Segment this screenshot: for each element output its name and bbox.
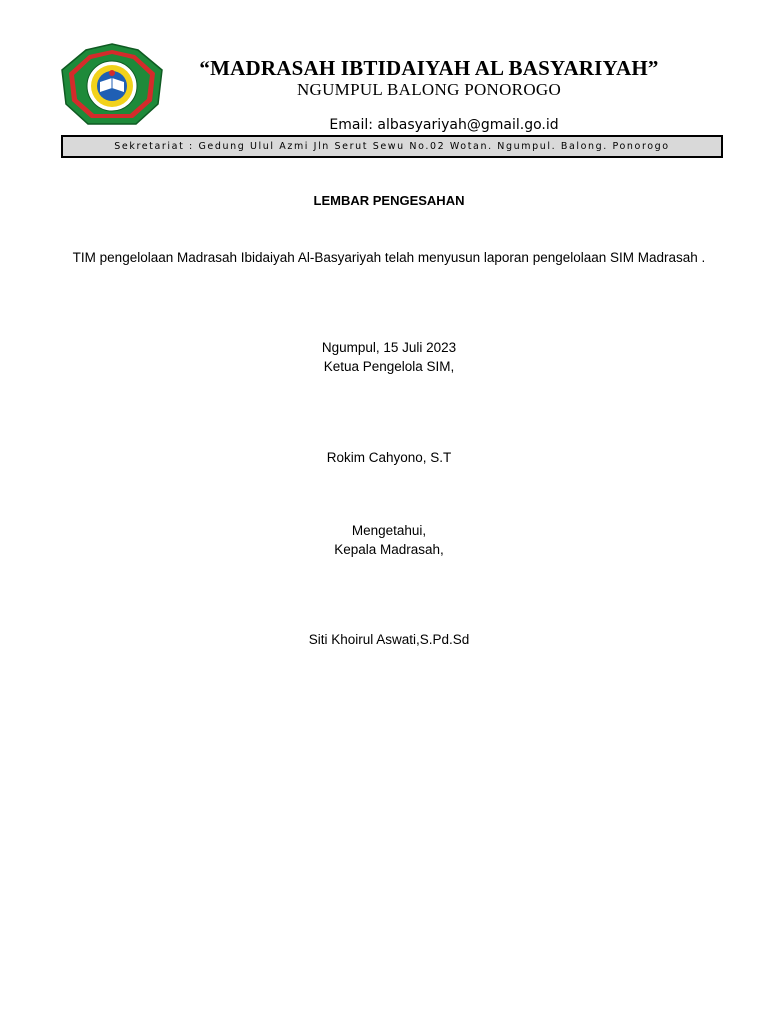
- signatory-name-1: Rokim Cahyono, S.T: [326, 450, 452, 465]
- signatory-role-1: Ketua Pengelola SIM,: [323, 359, 455, 374]
- acknowledgement-label: Mengetahui,: [351, 523, 427, 538]
- place-date: Ngumpul, 15 Juli 2023: [321, 340, 457, 355]
- school-location: NGUMPUL BALONG PONOROGO: [296, 80, 562, 99]
- secretariat-address: Sekretariat : Gedung Ulul Azmi Jln Serut Sewu No.02 Wotan. Ngumpul. Balong. Ponorogo: [114, 141, 670, 152]
- secretariat-banner: [61, 135, 723, 158]
- school-name: “MADRASAH IBTIDAIYAH AL BASYARIYAH”: [199, 56, 659, 80]
- school-logo: [58, 42, 166, 128]
- statement-paragraph: TIM pengelolaan Madrasah Ibidaiyah Al-Basyariyah telah menyusun laporan pengelolaan SIM Madrasah .: [72, 250, 706, 265]
- signatory-name-2: Siti Khoirul Aswati,S.Pd.Sd: [308, 632, 470, 647]
- school-email: Email: albasyariyah@gmail.go.id: [329, 117, 559, 133]
- document-title: LEMBAR PENGESAHAN: [313, 193, 465, 208]
- signatory-role-2: Kepala Madrasah,: [334, 542, 444, 557]
